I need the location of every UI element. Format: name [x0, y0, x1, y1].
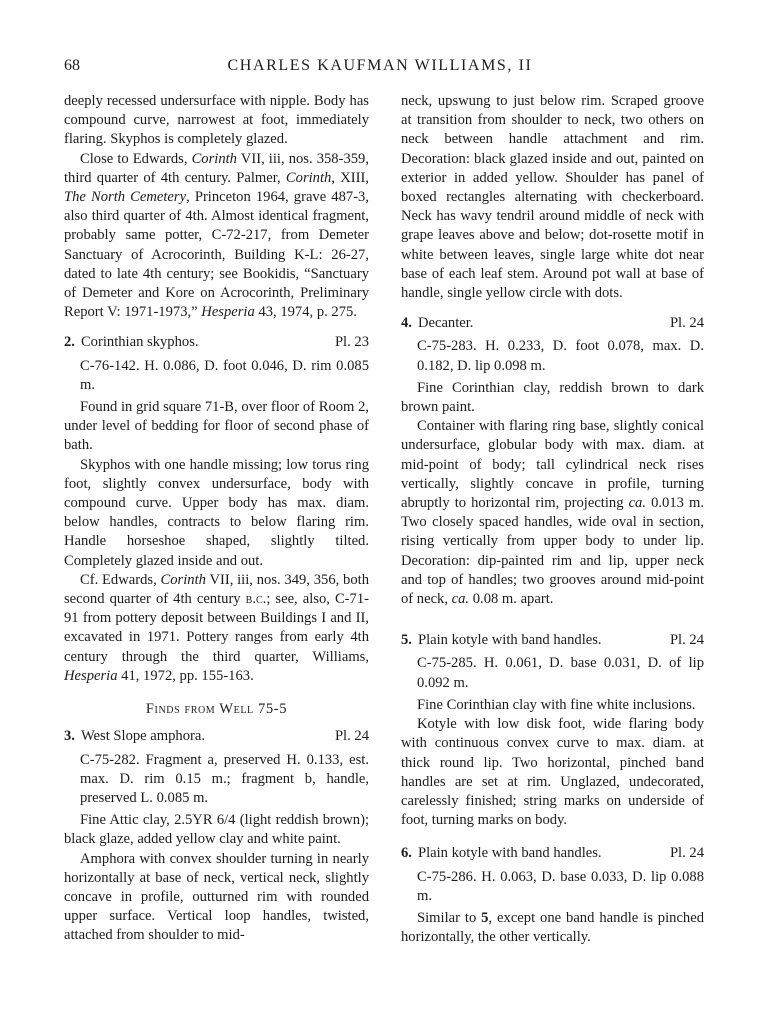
text: 0.08 m. apart.	[469, 591, 554, 608]
catalogue-entry-heading	[64, 727, 369, 746]
paragraph: neck, upswung to just below rim. Scraped groove at transition from shoulder to neck, two others on neck between handle attachment and rim. Decoration: black glazed inside and out, painted on exterior in added yellow. Shoulder has panel of boxed rectangles alternating with checkerboard. Neck has wavy tendril around middle of neck with grape leaves above and below; dot-rosette motif in white between leaves, single large white dot near base of each leaf stem. Around pot wall at base of handle, single yellow circle with dots.	[401, 93, 704, 302]
entry-specs: C-75-283. H. 0.233, D. foot 0.078, max. D. 0.182, D. lip 0.098 m.	[417, 338, 704, 374]
plate-reference: Pl. 24	[669, 632, 704, 649]
plate-reference: Pl. 24	[669, 845, 704, 862]
entry-title: Decanter.	[417, 315, 474, 332]
catalogue-entry-heading	[401, 314, 704, 333]
paragraph: Fine Attic clay, 2.5YR 6/4 (light reddish brown); black glaze, added yellow clay and white paint.	[64, 812, 369, 848]
text: , XIII,	[331, 169, 369, 186]
plate-reference: Pl. 24	[669, 315, 704, 332]
entry-reference: 5	[481, 909, 489, 926]
abbrev: ca.	[628, 495, 647, 512]
text: , except one band handle is pinched horizontally, the other vertically.	[401, 909, 704, 946]
entry-number: 6.	[401, 845, 412, 862]
entry-number: 2.	[64, 334, 75, 351]
entry-specs: C-75-285. H. 0.061, D. base 0.031, D. of lip 0.092 m.	[417, 655, 704, 691]
text: Similar to	[417, 909, 482, 926]
era-abbrev: b.c.	[245, 591, 267, 608]
right-column	[401, 92, 704, 947]
paragraph: deeply recessed undersurface with nipple. Body has compound curve, narrowest at foot, immediately flaring. Skyphos is completely glazed.	[64, 93, 369, 148]
entry-specs: C-75-282. Fragment a, preserved H. 0.133, est. max. D. rim 0.15 m.; fragment b, handle, preserved L. 0.085 m.	[80, 751, 369, 806]
entry-specs: C-75-286. H. 0.063, D. base 0.033, D. lip 0.088 m.	[417, 868, 704, 904]
text: VII, iii, nos. 358-359, third quarter of 4th century. Palmer,	[64, 150, 369, 186]
citation-title: Corinth	[285, 169, 332, 186]
left-column	[64, 92, 369, 946]
text: 0.013 m. Two closely spaced handles, wide oval in section, rising vertically from upper body to under lip. Decoration: dip-painted rim and lip, upper neck and top of handles; two grooves around mid-point of neck,	[401, 495, 704, 608]
text: , Princeton 1964, grave 487-3, also third quarter of 4th. Almost identical fragment, probably same potter, C-72-217, from Demeter Sanctuary of Acrocorinth, Building K-L: 26-27, dated to late 4th century; see Bookidis, “Sanctuary of Demeter and Kore on Acrocorinth, Preliminary Report V: 1971-1973,”	[64, 189, 369, 321]
paragraph: Kotyle with low disk foot, wide flaring body with continuous convex curve to max. diam. at thick round lip. Two horizontal, pinched band handles are set at rim. Unglazed, undecorated, carelessly finished; string marks on underside of foot, turning marks on body.	[401, 716, 704, 829]
citation-title: Hesperia	[201, 304, 255, 321]
entry-title: Corinthian skyphos.	[80, 334, 199, 351]
text: Close to Edwards,	[80, 150, 192, 167]
entry-number: 3.	[64, 728, 75, 745]
catalogue-entry-heading	[401, 631, 704, 650]
entry-specs: C-76-142. H. 0.086, D. foot 0.046, D. rim 0.085 m.	[80, 357, 369, 393]
text: Container with flaring ring base, slightly conical undersurface, globular body with max. diam. at mid-point of body; tall cylindrical neck rises vertically, slightly concave in profile, turning abruptly to horizontal rim, projecting	[401, 418, 704, 512]
catalogue-entry-heading	[401, 844, 704, 863]
text: ; see, also, C-71-91 from pottery deposit between Buildings I and II, excavated in 1971. Pottery ranges from early 4th century through the third quarter, Williams,	[64, 591, 370, 665]
abbrev: ca.	[451, 591, 470, 608]
page-number: 68	[64, 57, 80, 74]
paragraph	[401, 909, 704, 947]
citation-title: The North Cemetery	[64, 189, 187, 206]
citation-title: Hesperia	[64, 667, 118, 684]
text: Cf. Edwards,	[80, 571, 161, 588]
citation-title: Corinth	[160, 571, 206, 588]
paragraph	[64, 150, 369, 323]
entry-title: West Slope amphora.	[80, 728, 206, 745]
paragraph: Fine Corinthian clay, reddish brown to dark brown paint.	[401, 379, 704, 416]
paragraph	[401, 417, 704, 609]
entry-number: 4.	[401, 315, 412, 332]
plate-reference: Pl. 23	[334, 334, 369, 351]
paragraph: Found in grid square 71-B, over floor of Room 2, under level of bedding for floor of second phase of bath.	[64, 399, 370, 454]
entry-title: Plain kotyle with band handles.	[417, 632, 602, 649]
paragraph	[64, 571, 369, 686]
paragraph: Amphora with convex shoulder turning in nearly horizontally at base of neck, vertical neck, slightly concave in profile, outturned rim with rounded upper surface. Vertical loop handles, twisted, attached from shoulder to mid-	[64, 850, 369, 944]
text: VII, iii, nos. 349, 356, both second quarter of 4th century	[64, 571, 369, 608]
paragraph: Skyphos with one handle missing; low torus ring foot, slightly convex undersurface, body with compound curve. Upper body has max. diam. below handles, contracts to below flaring rim. Handle horseshoe shaped, slightly tilted. Completely glazed inside and out.	[64, 456, 369, 569]
text: 43, 1974, p. 275.	[254, 304, 357, 321]
entry-title: Plain kotyle with band handles.	[417, 845, 602, 862]
running-head: CHARLES KAUFMAN WILLIAMS, II	[227, 57, 533, 74]
paragraph: Fine Corinthian clay with fine white inclusions.	[417, 696, 696, 713]
citation-title: Corinth	[191, 150, 237, 167]
text: 41, 1972, pp. 155-163.	[117, 667, 254, 684]
entry-number: 5.	[401, 632, 412, 649]
section-heading: Finds from Well 75-5	[145, 701, 288, 718]
catalogue-entry-heading	[64, 333, 369, 352]
plate-reference: Pl. 24	[334, 728, 369, 745]
